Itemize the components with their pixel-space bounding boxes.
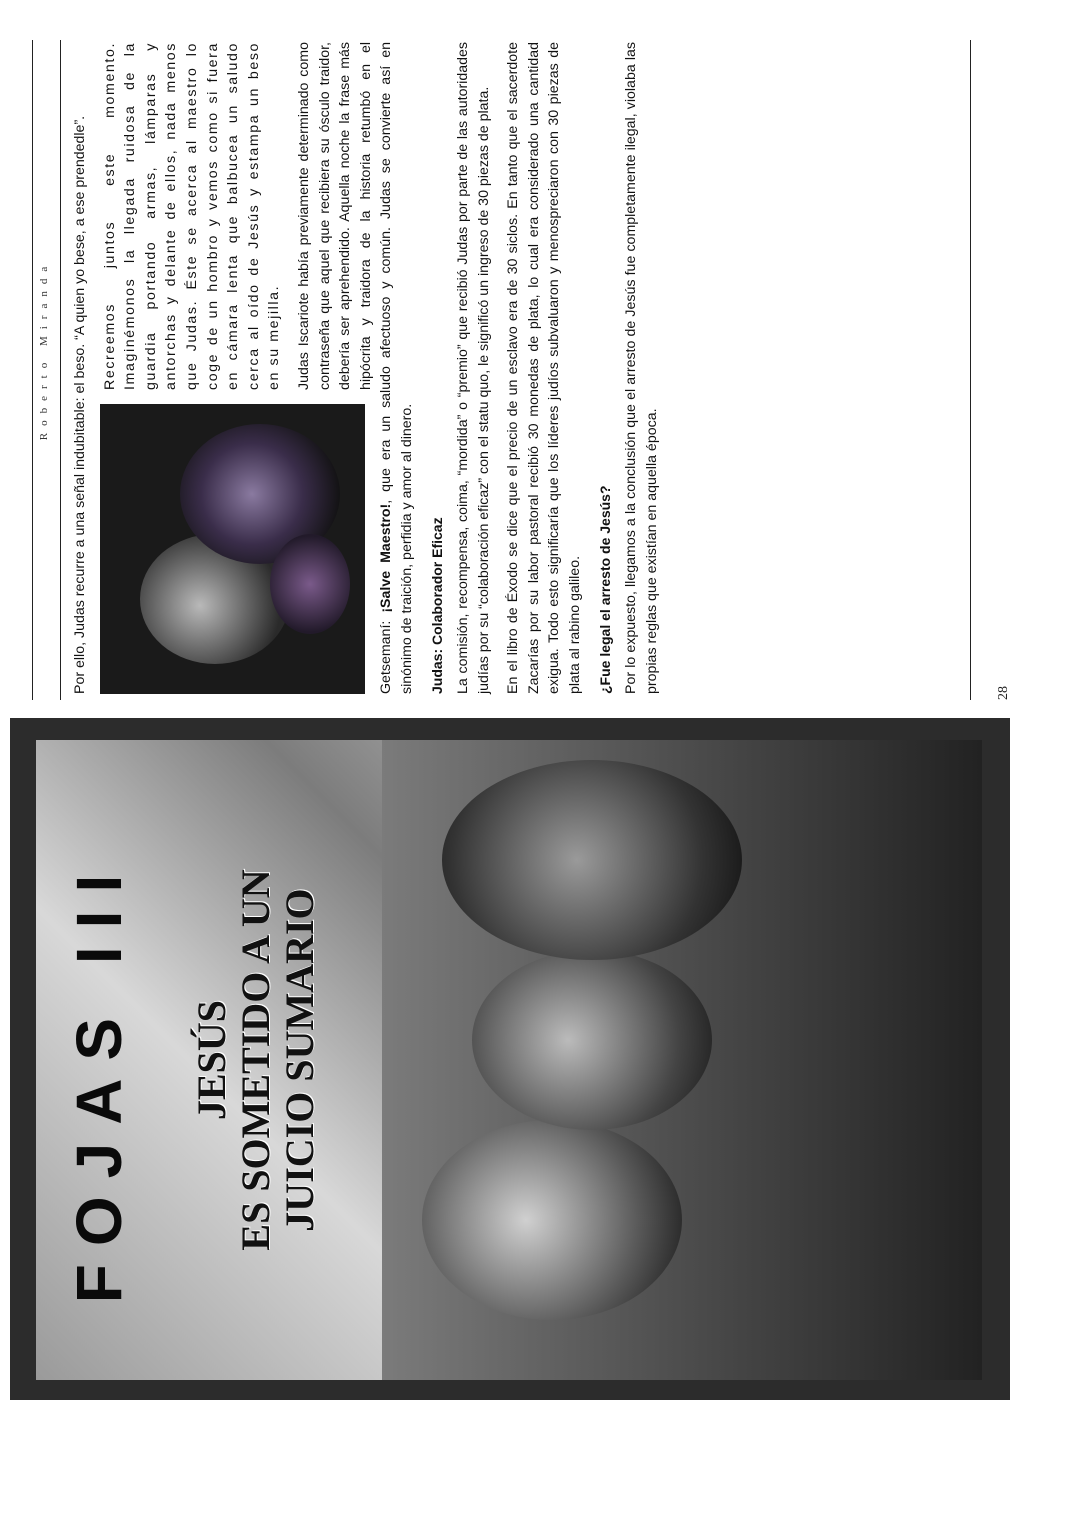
illustration-scene — [382, 740, 982, 1380]
iscariote-text-b: , que era un saludo afectuoso y común. Judas se convierte así en sinónimo de traición, perfidia y amor al dinero. — [378, 42, 415, 694]
book-page-content — [30, 0, 1030, 700]
figure-jesus-captive — [472, 950, 712, 1130]
book-page — [30, 0, 1040, 700]
figure-soldier — [442, 760, 742, 960]
page-number: 28 — [996, 686, 1011, 700]
paragraph-exodo: En el libro de Éxodo se dice que el precio de un esclavo era de 30 siclos. En tanto que el sacerdote Zacarías por su labor pastoral recibió 30 monedas de plata, lo cual era considerado una cantidad exigua. Todo esto significaría que los líderes judíos subvaluaron y menospreciaron con 30 piezas de plata al rabino galileo. — [505, 42, 584, 694]
paragraph-recreemos: Recreemos juntos este momento. Imaginémonos la llegada ruidosa de la guardia portando armas, lámparas y antorchas y delante de ellos, nada menos que Judas. Éste se acerca al maestro lo coge de un hombro y vemos como si fuera en cámara lenta que balbucea un saludo cerca al oído de Jesús y estampa un beso en su mejilla. — [101, 42, 283, 390]
photo-judas-kiss — [100, 404, 365, 694]
figure-priest — [422, 1120, 682, 1320]
chapter-title-line1: JESÚS — [189, 999, 234, 1121]
figure-cloak — [270, 534, 350, 634]
header-rule — [32, 40, 33, 700]
chapter-title-line3: JUICIO SUMARIO — [277, 888, 322, 1232]
header-rule-bottom — [60, 40, 61, 700]
paragraph-expuesto: Por lo expuesto, llegamos a la conclusión que el arresto de Jesús fue completamente ilegal, violaba las propias reglas que existían en aquella época. — [623, 42, 660, 694]
paragraph-intro: Por ello, Judas recurre a una señal indubitable: el beso. “A quien yo bese, a ese prendedle”. — [72, 115, 88, 694]
iscariote-text-a: Judas Iscariote había previamente determinado como contraseña que aquel que recibiera su ósculo traidor, debería ser aprehendido. Aquella noche la frase más hipócrita y traidora de la historia retumbó en el Getsemaní: — [295, 42, 395, 694]
chapter-opener — [0, 706, 1080, 1526]
frame — [10, 718, 1010, 1400]
iscariote-bold: ¡Salve Maestro! — [378, 503, 395, 613]
body-text — [70, 42, 671, 694]
chapter-title-line2: ES SOMETIDO A UN — [233, 869, 278, 1251]
chapter-label: FOJAS III — [63, 856, 135, 1304]
paragraph-comision: La comisión, recompensa, coima, “mordida” o “premio” que recibió Judas por parte de las autoridades judías por su “colaboración eficaz” con el statu quo, le significó un ingreso de 30 piezas de plata. — [455, 42, 492, 694]
footer-rule — [970, 40, 971, 700]
subheading-legal: ¿Fue legal el arresto de Jesús? — [596, 485, 613, 694]
chapter-opener-content — [0, 708, 1000, 1408]
running-head: Roberto Miranda — [38, 259, 50, 441]
subheading-colaborador: Judas: Colaborador Eficaz — [428, 517, 445, 694]
chapter-title — [190, 740, 322, 1380]
